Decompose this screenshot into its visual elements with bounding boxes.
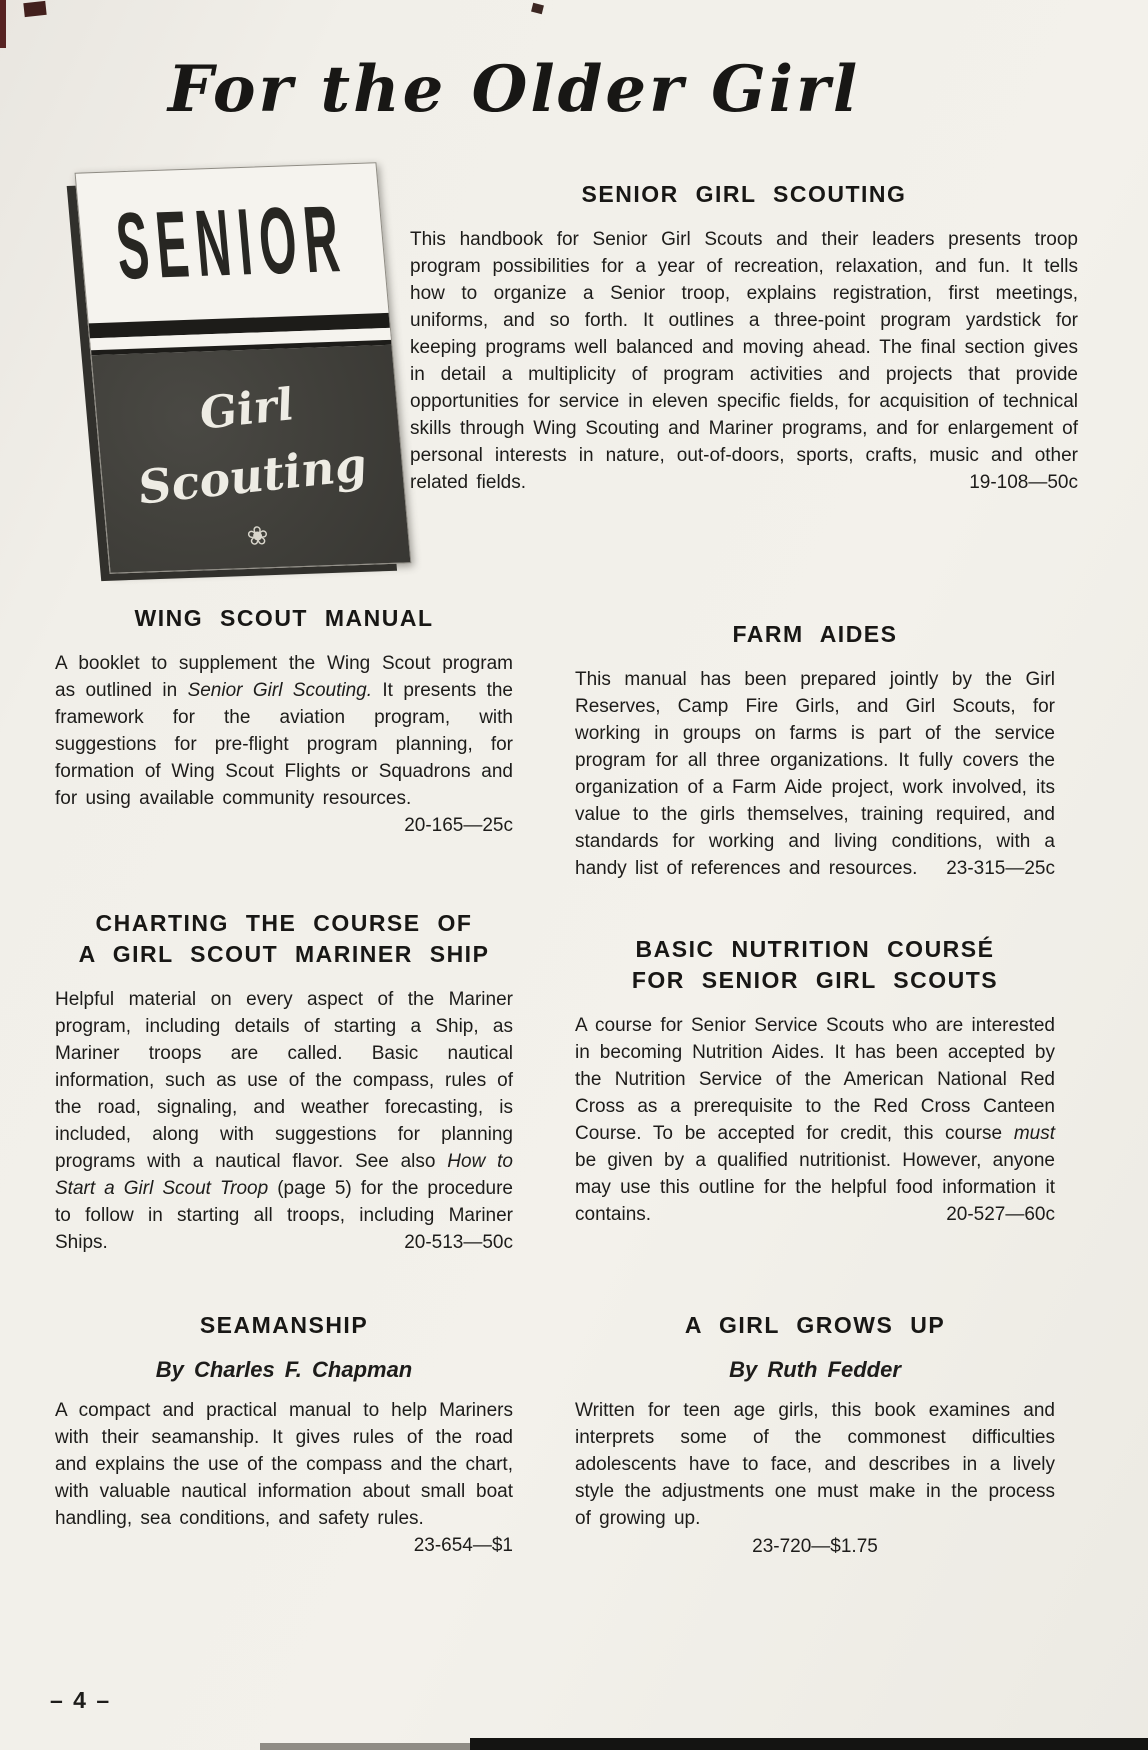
italic-emphasis: must (1013, 1123, 1055, 1144)
featured-section (0, 149, 1148, 569)
book-cover-bottom-band (92, 345, 411, 573)
section-heading: SEAMANSHIP (199, 1312, 369, 1338)
catalog-number-price: 23-315—25c (946, 858, 1055, 879)
body-copy: (page 5) for the procedure to follow in starting all troops, including Mariner Ships. (55, 1178, 513, 1253)
book-cover-title: SENIOR (112, 186, 352, 300)
senior-girl-scouting-book-cover (75, 162, 412, 574)
catalog-number-price: 20-165—25c (404, 815, 513, 836)
catalog-number-price: 23-654—$1 (413, 1535, 513, 1556)
section-heading: A GIRL GROWS UP (684, 1312, 946, 1338)
farm-aides-section (575, 619, 1055, 882)
section-heading (575, 934, 1055, 996)
section-heading (55, 908, 513, 970)
senior-girl-scouting-section (410, 149, 1078, 569)
body-copy: A booklet to supplement the Wing Scout program as outlined in (55, 653, 513, 701)
scan-edge-bar (470, 1738, 1148, 1750)
page-title: For the Older Girl (167, 52, 861, 127)
section-body (55, 650, 514, 836)
scan-edge-bar (260, 1743, 470, 1750)
book-cover-script-scouting: Scouting (134, 436, 371, 515)
section-body (55, 986, 513, 1256)
italic-book-title: Senior Girl Scouting. (187, 680, 373, 701)
left-column (55, 603, 513, 1559)
italic-book-title: How to Start a Girl Scout Troop (55, 1151, 513, 1199)
section-body (410, 226, 1078, 496)
right-column (575, 603, 1055, 1559)
heading-line: BASIC NUTRITION COURSÉ (635, 936, 995, 962)
catalog-number-price: 20-513—50c (404, 1232, 513, 1253)
author-byline: By Charles F. Chapman (155, 1357, 413, 1382)
body-copy: It presents the framework for the aviation program, with suggestions for pre-flight program planning, for formation of Wing Scout Flights or Squadrons and for using available community resources. (55, 680, 514, 809)
heading-line: A GIRL SCOUT MARINER SHIP (78, 941, 490, 967)
seamanship-section (55, 1310, 513, 1556)
wing-scout-manual-section (55, 603, 514, 836)
body-copy: This manual has been prepared jointly by the Girl Reserves, Camp Fire Girls, and Girl Scouts, for working in groups on farms is part of the service program for all three organizations. It fully covers the organization of a Farm Aide project, work involved, its value to the girls themselves, training required, and standards for working and living conditions, with a handy list of references and resources. (575, 669, 1055, 879)
charting-the-course-section (55, 908, 513, 1256)
book-cover-illustration (0, 149, 410, 569)
body-copy: Helpful material on every aspect of the Mariner program, including details of starting a Ship, as Mariner troops are called. Basic nautical information, such as use of the compass, rules of the road, signaling, and weather forecasting, is included, along with suggestions for planning programs with a nautical flavor. See also (55, 989, 513, 1172)
body-copy: be given by a qualified nutritionist. However, anyone may use this outline for the helpful food information it contains. (575, 1150, 1055, 1225)
section-heading: FARM AIDES (732, 621, 898, 647)
scan-artifact-icon (23, 1, 46, 17)
catalog-number-price: 23-720—$1.75 (752, 1536, 878, 1557)
scan-artifact-icon (0, 0, 6, 48)
author-byline: By Ruth Fedder (729, 1357, 901, 1382)
body-copy: A course for Senior Service Scouts who are interested in becoming Nutrition Aides. It has been accepted by the Nutrition Service of the American National Red Cross as a prerequisite to the Red Cross Canteen Course. To be accepted for credit, this course (575, 1015, 1055, 1144)
catalog-number-price: 20-527—60c (946, 1204, 1055, 1225)
catalog-number-price: 19-108—50c (969, 472, 1078, 493)
column-gutter (513, 603, 575, 1559)
page-number: – 4 – (50, 1687, 112, 1713)
body-copy: This handbook for Senior Girl Scouts and their leaders presents troop program possibilities for a year of recreation, relaxation, and fun. It tells how to organize a Senior troop, explains registration, first meetings, uniforms, and so forth. It outlines a three-point program yardstick for keeping programs well balanced and moving ahead. The final section gives in detail a multiplicity of program activities and projects that provide opportunities for service in eleven specific fields, for acquisition of technical skills through Wing Scouting and Mariner programs, and for enlargement of personal interests in nature, out-of-doors, sports, crafts, music and other related fields. (410, 229, 1078, 493)
heading-line: CHARTING THE COURSE OF (95, 910, 473, 936)
two-column-layout (0, 603, 1148, 1559)
section-body: Written for teen age girls, this book examines and interprets some of the commonest difficulties adolescents have to face, and describes in a lively style the adjustments one must make in the process of growing up. (575, 1400, 1055, 1529)
section-heading: WING SCOUT MANUAL (134, 605, 434, 631)
book-cover-top-band (76, 163, 389, 323)
section-heading: SENIOR GIRL SCOUTING (581, 181, 907, 207)
a-girl-grows-up-section (575, 1310, 1055, 1558)
basic-nutrition-course-section (575, 934, 1055, 1228)
body-copy: A compact and practical manual to help Mariners with their seamanship. It gives rules of the road and explains the use of the compass and the chart, with valuable nautical information about small boat handling, sea conditions, and safety rules. (55, 1400, 513, 1529)
section-body (55, 1397, 513, 1556)
section-body (575, 1012, 1055, 1228)
trefoil-flower-icon: ❀ (245, 520, 270, 551)
book-cover-script-girl: Girl (195, 379, 298, 440)
heading-line: FOR SENIOR GIRL SCOUTS (631, 967, 999, 993)
section-body (575, 666, 1055, 882)
